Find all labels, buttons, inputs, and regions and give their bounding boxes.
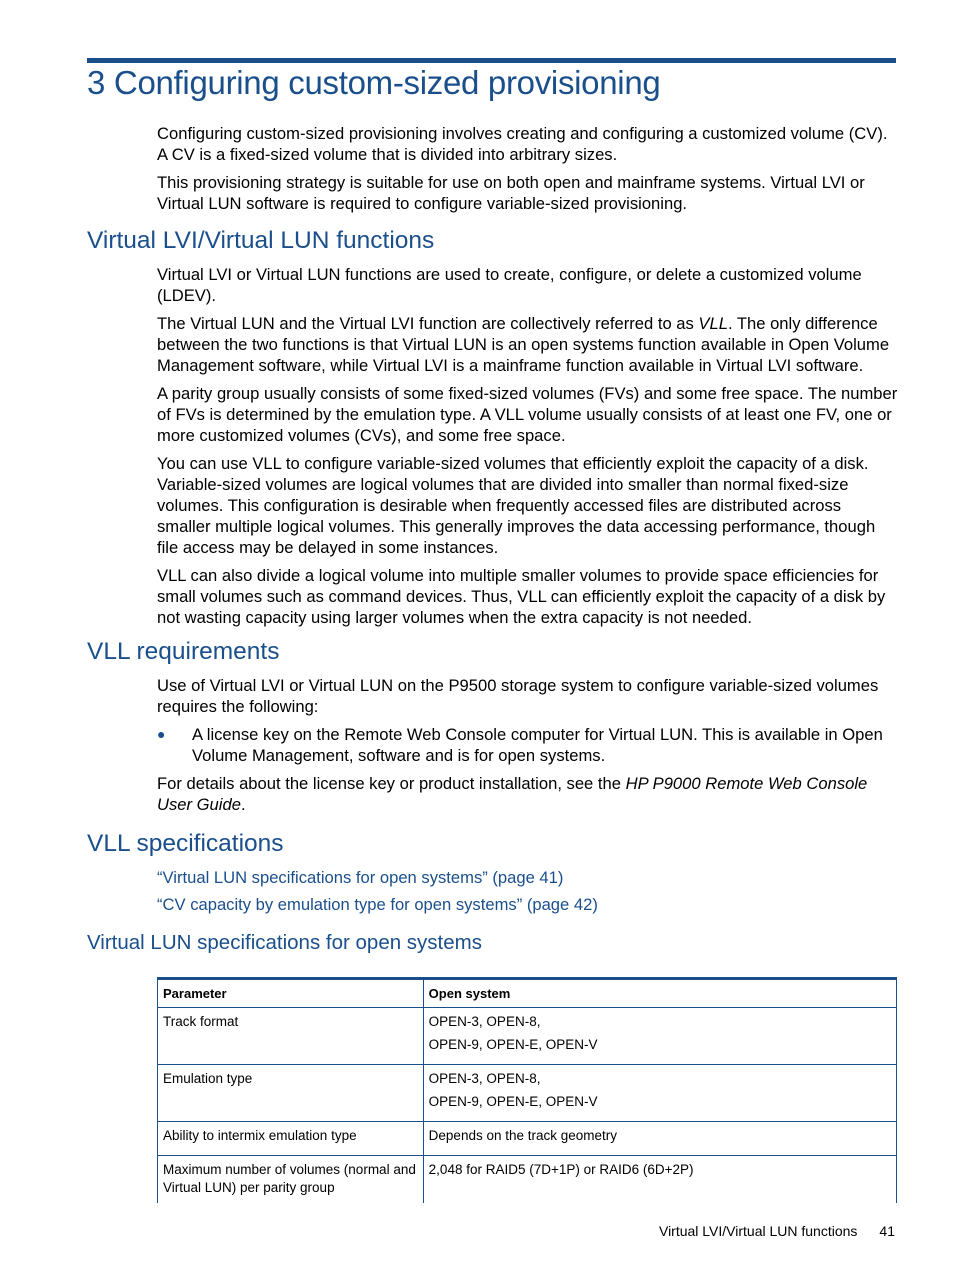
text-run: The Virtual LUN and the Virtual LVI function are collectively referred to as: [157, 314, 699, 333]
table-row: [158, 1156, 897, 1204]
table-cell-value: [423, 1122, 896, 1156]
table-row: [158, 1008, 897, 1065]
bullet-text: A license key on the Remote Web Console computer for Virtual LUN. This is available in Open Volume Management, software and is for open systems.: [192, 725, 883, 765]
chapter-top-rule: [87, 58, 896, 63]
table-cell-parameter: Emulation type: [158, 1065, 424, 1122]
subsection-heading-virtual-lun-specs: Virtual LUN specifications for open systems: [87, 931, 482, 954]
table-cell-parameter: Ability to intermix emulation type: [158, 1122, 424, 1156]
value-line: OPEN-9, OPEN-E, OPEN-V: [428, 1094, 598, 1109]
intro-paragraph: Configuring custom-sized provisioning involves creating and configuring a customized volume (CV). A CV is a fixed-sized volume that is divided into arbitrary sizes.: [157, 124, 888, 164]
xref-link-virtual-lun-specs[interactable]: “Virtual LUN specifications for open systems” (page 41): [157, 868, 564, 887]
spec-table: [157, 977, 897, 1203]
table-cell-parameter: Maximum number of volumes (normal and Virtual LUN) per parity group: [158, 1156, 424, 1204]
text-run: . The only difference between the two functions is that Virtual LUN is an open systems function available in Open Volume Management software, while Virtual LVI is a mainframe function available in Virtual LVI software.: [157, 314, 890, 375]
footer-section-title: Virtual LVI/Virtual LUN functions: [658, 1223, 858, 1239]
text-run: .: [240, 795, 246, 814]
section-heading-vll-functions: Virtual LVI/Virtual LUN functions: [87, 227, 435, 254]
page-number: 41: [879, 1223, 895, 1239]
table-cell-parameter: Track format: [158, 1008, 424, 1065]
italic-term: VLL: [698, 314, 728, 333]
paragraph: You can use VLL to configure variable-sized volumes that efficiently exploit the capacity of a disk. Variable-sized volumes are logical volumes that are divided into smaller than normal fixed-size volumes. This configuration is desirable when frequently accessed files are distributed across smaller multiple logical volumes. This generally improves the data accessing performance, though file access may be delayed in some instances.: [157, 454, 876, 557]
value-line: OPEN-9, OPEN-E, OPEN-V: [428, 1037, 598, 1052]
bullet-item: [157, 724, 899, 766]
xref-link-cv-capacity[interactable]: “CV capacity by emulation type for open systems” (page 42): [157, 895, 598, 914]
paragraph: A parity group usually consists of some fixed-sized volumes (FVs) and some free space. The number of FVs is determined by the emulation type. A VLL volume usually consists of at least one FV, one or more customized volumes (CVs), and some free space.: [157, 384, 898, 445]
paragraph: Use of Virtual LVI or Virtual LUN on the P9500 storage system to configure variable-sized volumes requires the following:: [157, 676, 879, 716]
paragraph: [157, 313, 899, 376]
intro-paragraph: This provisioning strategy is suitable for use on both open and mainframe systems. Virtual LVI or Virtual LUN software is required to configure variable-sized provisioning.: [157, 173, 865, 213]
value-line: 2,048 for RAID5 (7D+1P) or RAID6 (6D+2P): [428, 1162, 694, 1177]
section-heading-vll-specifications: VLL specifications: [87, 830, 284, 857]
table-header-row: [158, 979, 897, 1008]
table-cell-value: [423, 1008, 896, 1065]
section-body-vll-functions: [157, 264, 899, 635]
column-header: Parameter: [158, 979, 424, 1008]
page-footer: [659, 1223, 895, 1239]
chapter-intro: [157, 123, 899, 221]
paragraph: Virtual LVI or Virtual LUN functions are used to create, configure, or delete a customized volume (LDEV).: [157, 265, 862, 305]
value-line: OPEN-3, OPEN-8,: [428, 1071, 541, 1086]
paragraph: [157, 773, 899, 815]
section-body-vll-requirements: [157, 675, 899, 822]
book-title: HP P9000 Remote Web Console User Guide: [157, 774, 868, 814]
value-line: OPEN-3, OPEN-8,: [428, 1014, 541, 1029]
paragraph: VLL can also divide a logical volume into multiple smaller volumes to provide space efficiencies for small volumes such as command devices. Thus, VLL can efficiently exploit the capacity of a disk by not wasting capacity using larger volumes when the extra capacity is not needed.: [157, 566, 886, 627]
column-header: Open system: [423, 979, 896, 1008]
cross-reference-list: [157, 867, 899, 921]
table-cell-value: [423, 1156, 896, 1204]
text-run: For details about the license key or product installation, see the: [157, 774, 626, 793]
value-line: Depends on the track geometry: [428, 1128, 618, 1143]
table-row: [158, 1122, 897, 1156]
table-row: [158, 1065, 897, 1122]
bullet-icon: ●: [157, 726, 166, 742]
section-heading-vll-requirements: VLL requirements: [87, 638, 280, 665]
table-cell-value: [423, 1065, 896, 1122]
chapter-title: 3 Configuring custom-sized provisioning: [87, 64, 661, 101]
